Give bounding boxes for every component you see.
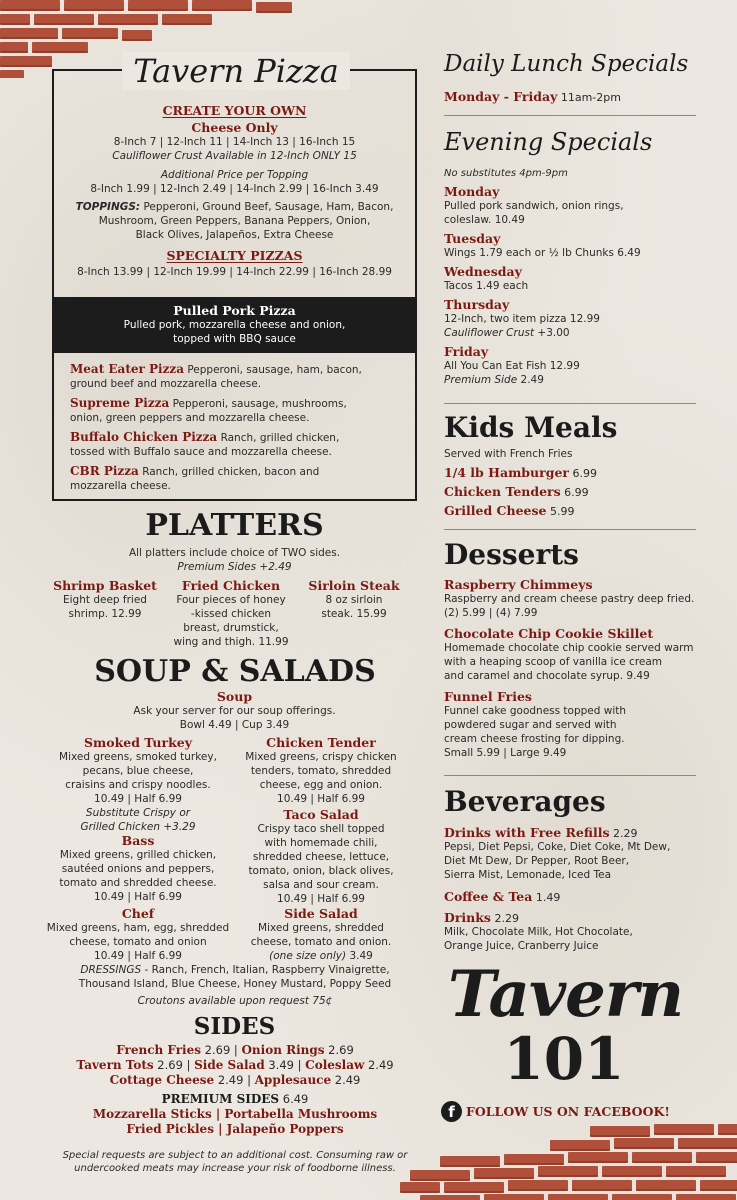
kids-item-name: Grilled Cheese bbox=[444, 503, 547, 518]
divider bbox=[444, 775, 696, 776]
toppings-label: TOPPINGS: bbox=[75, 201, 141, 213]
crust-price: +3.00 bbox=[534, 327, 570, 339]
desserts-title: Desserts bbox=[444, 538, 579, 571]
item-desc: 8 oz sirloin bbox=[325, 594, 383, 606]
item-note: Substitute Crispy or bbox=[85, 807, 191, 819]
tavern-logo-word: Tavern bbox=[448, 957, 684, 1032]
dessert-desc: Funnel cake goodness topped with bbox=[444, 705, 627, 717]
item-desc: Mixed greens, ham, egg, shredded bbox=[46, 922, 230, 934]
day-desc: 12-Inch, two item pizza 12.99 bbox=[444, 313, 600, 325]
cheese-prices: 8-Inch 7 | 12-Inch 11 | 14-Inch 13 | 16-Inch 15 bbox=[113, 136, 356, 148]
brick bbox=[548, 1194, 608, 1200]
dessert-desc: cream cheese frosting for dipping. bbox=[444, 733, 625, 745]
item-desc: breast, drumstick, bbox=[183, 622, 279, 634]
beverages-title: Beverages bbox=[444, 785, 606, 818]
dessert-desc: and caramel and chocolate syrup. 9.49 bbox=[444, 670, 650, 682]
brick bbox=[614, 1138, 674, 1149]
item-desc: pecans, blue cheese, bbox=[82, 765, 194, 777]
kids-meals-list bbox=[444, 447, 704, 518]
brick bbox=[632, 1152, 692, 1163]
dessert-name: Funnel Fries bbox=[444, 689, 532, 704]
platters-note: All platters include choice of TWO sides. bbox=[128, 547, 341, 559]
item-desc: shrimp. 12.99 bbox=[68, 608, 142, 620]
beverage-price: 2.29 bbox=[490, 912, 519, 925]
item-price: 10.49 | Half 6.99 bbox=[94, 950, 182, 962]
item-name: Taco Salad bbox=[283, 807, 359, 822]
dessert-price: (2) 5.99 | (4) 7.99 bbox=[444, 607, 538, 619]
disclaimer bbox=[20, 1149, 450, 1175]
brick bbox=[654, 1124, 714, 1135]
item-desc: tomato, onion, black olives, bbox=[248, 865, 394, 877]
premium-sides-price: 6.49 bbox=[279, 1092, 309, 1106]
item-desc: Ranch, grilled chicken, bbox=[220, 432, 340, 444]
premium-sides-heading-row bbox=[30, 1092, 440, 1107]
brick bbox=[128, 0, 188, 11]
supreme-pizza bbox=[70, 396, 410, 425]
brick-decoration-bottom-right bbox=[400, 1120, 737, 1200]
toppings-list bbox=[54, 200, 415, 242]
item-desc: Mixed greens, smoked turkey, bbox=[59, 751, 217, 763]
platters-note-block bbox=[52, 546, 417, 574]
dressings-label: DRESSINGS bbox=[80, 964, 142, 976]
brick bbox=[678, 1138, 737, 1149]
brick bbox=[0, 56, 52, 67]
brick bbox=[602, 1166, 662, 1177]
item-desc: ground beef and mozzarella cheese. bbox=[70, 378, 262, 390]
premium-sides-list: Mozzarella Sticks | Portabella Mushrooms bbox=[92, 1107, 378, 1121]
item-price: 10.49 | Half 6.99 bbox=[277, 893, 365, 905]
day-desc: coleslaw. 10.49 bbox=[444, 214, 525, 226]
item-desc: cheese, tomato and onion bbox=[69, 936, 207, 948]
premium-side-note: Premium Side bbox=[444, 374, 518, 386]
lunch-days: Monday - Friday bbox=[444, 89, 558, 104]
item-name: Bass bbox=[121, 833, 155, 848]
brick bbox=[538, 1166, 598, 1177]
pulled-pork-pizza-band bbox=[54, 297, 415, 353]
kids-item-name: Chicken Tenders bbox=[444, 484, 561, 499]
smoked-turkey-salad bbox=[44, 735, 232, 834]
tavern-logo-number: 101 bbox=[503, 1025, 625, 1093]
daily-lunch-hours bbox=[444, 89, 724, 104]
side-name: French Fries bbox=[116, 1043, 201, 1057]
dessert-desc: powdered sugar and served with bbox=[444, 719, 617, 731]
brick bbox=[0, 28, 58, 39]
brick bbox=[122, 30, 152, 41]
item-desc: with homemade chili, bbox=[264, 837, 378, 849]
brick bbox=[256, 2, 292, 13]
desserts-list bbox=[444, 577, 714, 760]
brick bbox=[0, 42, 28, 53]
cbr-pizza bbox=[70, 464, 410, 493]
item-name: Chef bbox=[121, 906, 155, 921]
item-desc: mozzarella cheese. bbox=[70, 480, 171, 492]
pulled-pork-desc: Pulled pork, mozzarella cheese and onion, bbox=[123, 319, 346, 331]
bass-salad bbox=[44, 833, 232, 904]
sides-list bbox=[30, 1043, 440, 1137]
specialty-list bbox=[70, 362, 410, 493]
specialty-prices: 8-Inch 13.99 | 12-Inch 19.99 | 14-Inch 22.99 | 16-Inch 28.99 bbox=[77, 266, 392, 278]
brick bbox=[666, 1166, 726, 1177]
day-desc: Tacos 1.49 each bbox=[444, 280, 529, 292]
sides-row bbox=[30, 1073, 440, 1088]
beverage-group bbox=[444, 825, 714, 840]
item-name: Buffalo Chicken Pizza bbox=[70, 430, 218, 444]
create-your-own-heading: CREATE YOUR OWN bbox=[162, 103, 307, 118]
evening-note: No substitutes 4pm-9pm bbox=[444, 168, 568, 179]
toppings-line: Mushroom, Green Peppers, Banana Peppers, Onion, bbox=[98, 215, 371, 227]
kids-item-price: 6.99 bbox=[568, 467, 597, 480]
facebook-follow-link[interactable] bbox=[441, 1100, 701, 1122]
item-name: Supreme Pizza bbox=[70, 396, 170, 410]
brick bbox=[34, 14, 94, 25]
item-name: Sirloin Steak bbox=[308, 578, 400, 593]
dessert-name: Chocolate Chip Cookie Skillet bbox=[444, 626, 654, 641]
brick bbox=[700, 1180, 737, 1191]
beverage-desc: Milk, Chocolate Milk, Hot Chocolate, bbox=[444, 926, 633, 938]
create-your-own-section bbox=[54, 103, 415, 279]
kids-note: Served with French Fries bbox=[444, 448, 573, 460]
item-name: Chicken Tender bbox=[266, 735, 376, 750]
cheese-only-heading: Cheese Only bbox=[191, 120, 278, 135]
premium-sides-heading: PREMIUM SIDES bbox=[161, 1092, 280, 1106]
day-desc: Wings 1.79 each or ½ lb Chunks 6.49 bbox=[444, 247, 641, 259]
shrimp-basket bbox=[44, 578, 166, 621]
day-desc: Pulled pork sandwich, onion rings, bbox=[444, 200, 624, 212]
beverages-list bbox=[444, 825, 714, 953]
item-desc: sautéed onions and peppers, bbox=[61, 863, 215, 875]
evening-specials-list bbox=[444, 167, 704, 387]
beverage-desc: Orange Juice, Cranberry Juice bbox=[444, 940, 599, 952]
beverage-price: 1.49 bbox=[532, 891, 561, 904]
side-name: Tavern Tots bbox=[76, 1058, 154, 1072]
dressings-list: - Ranch, French, Italian, Raspberry Vinaigrette, bbox=[141, 964, 390, 976]
dressings-line bbox=[40, 963, 430, 977]
item-desc: tenders, tomato, shredded bbox=[250, 765, 392, 777]
item-name: Shrimp Basket bbox=[53, 578, 157, 593]
item-price: 3.49 bbox=[346, 950, 373, 962]
day-desc: All You Can Eat Fish 12.99 bbox=[444, 360, 580, 372]
beverage-desc: Sierra Mist, Lemonade, Iced Tea bbox=[444, 869, 612, 881]
brick bbox=[508, 1180, 568, 1191]
specialty-pizzas-heading: SPECIALTY PIZZAS bbox=[166, 248, 303, 263]
item-desc: Crispy taco shell topped bbox=[257, 823, 385, 835]
brick bbox=[162, 14, 212, 25]
divider bbox=[444, 403, 696, 404]
brick bbox=[474, 1168, 534, 1179]
brick bbox=[612, 1194, 672, 1200]
day-desc bbox=[444, 373, 704, 387]
taco-salad bbox=[232, 807, 410, 906]
item-note: Grilled Chicken +3.29 bbox=[80, 821, 196, 833]
soup-desc: Ask your server for our soup offerings. bbox=[133, 705, 336, 717]
lunch-hours: 11am-2pm bbox=[557, 91, 621, 104]
sides-row bbox=[30, 1058, 440, 1073]
premium-sides-list: Fried Pickles | Jalapeño Poppers bbox=[126, 1122, 344, 1136]
brick bbox=[676, 1194, 736, 1200]
dessert-desc: Homemade chocolate chip cookie served warm bbox=[444, 642, 694, 654]
beverage-price: 2.29 bbox=[609, 827, 638, 840]
additional-topping-label: Additional Price per Topping bbox=[160, 169, 309, 181]
item-price-line bbox=[232, 949, 410, 963]
brick bbox=[0, 0, 60, 11]
platters-premium: Premium Sides +2.49 bbox=[177, 561, 292, 573]
topping-prices: 8-Inch 1.99 | 12-Inch 2.49 | 14-Inch 2.99 | 16-Inch 3.49 bbox=[90, 183, 379, 195]
kids-item-price: 6.99 bbox=[560, 486, 589, 499]
beverage-name: Drinks with Free Refills bbox=[444, 825, 610, 840]
disclaimer-line: Special requests are subject to an additional cost. Consuming raw or bbox=[62, 1150, 408, 1161]
item-desc: Mixed greens, crispy chicken bbox=[245, 751, 397, 763]
item-price: 10.49 | Half 6.99 bbox=[94, 891, 182, 903]
item-desc: steak. 15.99 bbox=[321, 608, 387, 620]
day-name: Tuesday bbox=[444, 231, 501, 246]
toppings-line: Black Olives, Jalapeños, Extra Cheese bbox=[135, 229, 334, 241]
brick bbox=[62, 28, 118, 39]
day-name: Thursday bbox=[444, 297, 510, 312]
kids-item bbox=[444, 465, 704, 480]
brick bbox=[572, 1180, 632, 1191]
item-name: Meat Eater Pizza bbox=[70, 362, 184, 376]
pulled-pork-desc: topped with BBQ sauce bbox=[173, 333, 296, 345]
brick bbox=[718, 1124, 737, 1135]
brick bbox=[590, 1126, 650, 1137]
side-salad bbox=[232, 906, 410, 963]
beverage-desc: Pepsi, Diet Pepsi, Coke, Diet Coke, Mt Dew, bbox=[444, 841, 671, 853]
day-name: Friday bbox=[444, 344, 489, 359]
item-desc: craisins and crispy noodles. bbox=[65, 779, 211, 791]
brick bbox=[636, 1180, 696, 1191]
sides-title: SIDES bbox=[193, 1013, 276, 1040]
divider bbox=[444, 115, 696, 116]
item-name: Fried Chicken bbox=[181, 578, 281, 593]
fried-chicken bbox=[166, 578, 296, 649]
beverage-desc: Diet Mt Dew, Dr Pepper, Root Beer, bbox=[444, 855, 630, 867]
item-desc: salsa and sour cream. bbox=[263, 879, 379, 891]
brick bbox=[550, 1140, 610, 1151]
croutons-note: Croutons available upon request 75¢ bbox=[137, 995, 333, 1007]
side-price: 2.69 bbox=[324, 1043, 354, 1057]
item-desc: tomato and shredded cheese. bbox=[59, 877, 217, 889]
facebook-icon: f bbox=[441, 1101, 462, 1122]
beverage-name: Coffee & Tea bbox=[444, 889, 533, 904]
facebook-follow-text: FOLLOW US ON FACEBOOK! bbox=[466, 1104, 670, 1119]
item-price: 10.49 | Half 6.99 bbox=[277, 793, 365, 805]
cauliflower-note: Cauliflower Crust Available in 12-Inch ONLY 15 bbox=[112, 150, 357, 162]
item-name: Side Salad bbox=[284, 906, 358, 921]
item-price: 10.49 | Half 6.99 bbox=[94, 793, 182, 805]
brick bbox=[504, 1154, 564, 1165]
kids-item bbox=[444, 503, 704, 518]
item-desc: wing and thigh. 11.99 bbox=[173, 636, 289, 648]
brick bbox=[192, 0, 252, 11]
premium-side-price: 2.49 bbox=[517, 374, 544, 386]
soup-prices: Bowl 4.49 | Cup 3.49 bbox=[179, 719, 290, 731]
kids-item bbox=[444, 484, 704, 499]
side-price: 3.49 | bbox=[264, 1058, 306, 1072]
item-desc: cheese, egg and onion. bbox=[259, 779, 383, 791]
brick bbox=[64, 0, 124, 11]
side-name: Coleslaw bbox=[305, 1058, 365, 1072]
side-price: 2.69 | bbox=[153, 1058, 195, 1072]
dessert-price: Small 5.99 | Large 9.49 bbox=[444, 747, 567, 759]
dressings-block bbox=[40, 963, 430, 1008]
item-desc: cheese, tomato and onion. bbox=[250, 936, 392, 948]
crust-note: Cauliflower Crust bbox=[444, 327, 535, 339]
kids-item-name: 1/4 lb Hamburger bbox=[444, 465, 569, 480]
item-desc: Eight deep fried bbox=[63, 594, 147, 606]
platters-title: PLATTERS bbox=[145, 508, 324, 543]
brick bbox=[568, 1152, 628, 1163]
item-desc: tossed with Buffalo sauce and mozzarella cheese. bbox=[70, 446, 332, 458]
dessert-name: Raspberry Chimmeys bbox=[444, 577, 593, 592]
disclaimer-line: undercooked meats may increase your risk of foodborne illness. bbox=[74, 1163, 396, 1174]
brick bbox=[420, 1195, 480, 1200]
item-name: CBR Pizza bbox=[70, 464, 139, 478]
soup-heading: Soup bbox=[216, 689, 253, 704]
day-desc bbox=[444, 326, 704, 340]
chicken-tender-salad bbox=[232, 735, 410, 806]
chef-salad bbox=[44, 906, 232, 963]
day-name: Monday bbox=[444, 184, 500, 199]
brick bbox=[696, 1152, 737, 1163]
side-name: Onion Rings bbox=[241, 1043, 325, 1057]
item-desc: Pepperoni, sausage, ham, bacon, bbox=[187, 364, 362, 376]
soup-salads-title: SOUP & SALADS bbox=[94, 654, 376, 689]
dessert-desc: with a heaping scoop of vanilla ice cream bbox=[444, 656, 663, 668]
side-name: Cottage Cheese bbox=[109, 1073, 215, 1087]
item-desc: Mixed greens, grilled chicken, bbox=[59, 849, 217, 861]
beverage-group bbox=[444, 910, 714, 925]
item-desc: onion, green peppers and mozzarella cheese. bbox=[70, 412, 310, 424]
daily-lunch-title: Daily Lunch Specials bbox=[444, 51, 689, 77]
beverage-group bbox=[444, 889, 714, 904]
brick bbox=[32, 42, 88, 53]
dressings-list: Thousand Island, Blue Cheese, Honey Mustard, Poppy Seed bbox=[78, 978, 392, 990]
beverage-name: Drinks bbox=[444, 910, 491, 925]
side-price: 2.69 | bbox=[201, 1043, 242, 1057]
sides-row bbox=[30, 1043, 440, 1058]
evening-specials-title: Evening Specials bbox=[444, 128, 653, 156]
brick bbox=[444, 1182, 504, 1193]
brick bbox=[0, 14, 30, 25]
item-desc: Four pieces of honey bbox=[176, 594, 286, 606]
side-price: 2.49 bbox=[364, 1058, 394, 1072]
tavern-pizza-title: Tavern Pizza bbox=[122, 52, 350, 90]
toppings-line: Pepperoni, Ground Beef, Sausage, Ham, Bacon, bbox=[143, 201, 394, 213]
size-note: (one size only) bbox=[269, 950, 347, 962]
day-name: Wednesday bbox=[444, 264, 522, 279]
buffalo-chicken-pizza bbox=[70, 430, 410, 459]
brick bbox=[484, 1194, 544, 1200]
meat-eater-pizza bbox=[70, 362, 410, 391]
side-name: Side Salad bbox=[194, 1058, 265, 1072]
dessert-desc: Raspberry and cream cheese pastry deep fried. bbox=[444, 593, 695, 605]
side-name: Applesauce bbox=[254, 1073, 332, 1087]
brick bbox=[98, 14, 158, 25]
item-desc: shredded cheese, lettuce, bbox=[252, 851, 390, 863]
item-desc: Pepperoni, sausage, mushrooms, bbox=[172, 398, 347, 410]
sirloin-steak bbox=[296, 578, 412, 621]
soup-block bbox=[52, 689, 417, 732]
brick bbox=[0, 70, 24, 78]
side-price: 2.49 | bbox=[214, 1073, 255, 1087]
kids-item-price: 5.99 bbox=[546, 505, 575, 518]
kids-meals-title: Kids Meals bbox=[444, 411, 618, 444]
divider bbox=[444, 529, 696, 530]
item-desc: Ranch, grilled chicken, bacon and bbox=[142, 466, 320, 478]
pulled-pork-name: Pulled Pork Pizza bbox=[173, 303, 296, 318]
brick bbox=[400, 1182, 440, 1193]
side-price: 2.49 bbox=[331, 1073, 361, 1087]
item-desc: -kissed chicken bbox=[190, 608, 272, 620]
item-name: Smoked Turkey bbox=[83, 735, 192, 750]
item-desc: Mixed greens, shredded bbox=[258, 922, 384, 934]
